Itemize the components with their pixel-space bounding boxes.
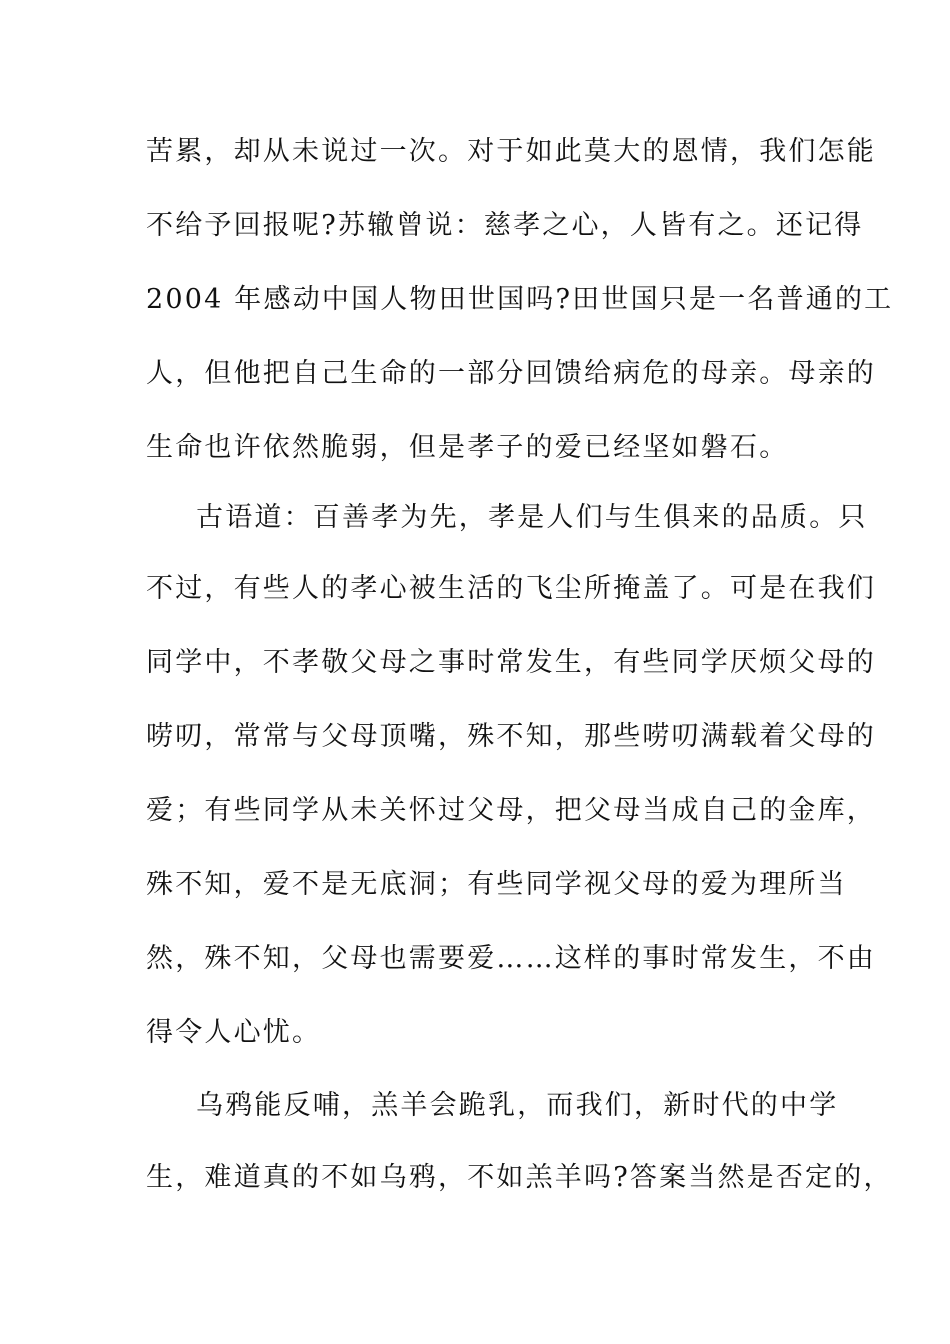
text-line: 人，但他把自己生命的一部分回馈给病危的母亲。母亲的 bbox=[146, 358, 876, 389]
text-line: 生命也许依然脆弱，但是孝子的爱已经坚如磐石。 bbox=[146, 432, 789, 463]
text-line: 不过，有些人的孝心被生活的飞尘所掩盖了。可是在我们 bbox=[146, 573, 876, 604]
text-line: 2004 年感动中国人物田世国吗?田世国只是一名普通的工 bbox=[146, 284, 894, 315]
text-line: 得令人心忧。 bbox=[146, 1017, 322, 1048]
text-line: 然，殊不知，父母也需要爱……这样的事时常发生，不由 bbox=[146, 943, 876, 974]
text-line: 生，难道真的不如乌鸦，不如羔羊吗?答案当然是否定的， bbox=[146, 1162, 893, 1193]
paragraph-first-line: 乌鸦能反哺，羔羊会跪乳，而我们，新时代的中学 bbox=[196, 1090, 839, 1121]
text-line: 苦累，却从未说过一次。对于如此莫大的恩情，我们怎能 bbox=[146, 136, 876, 167]
paragraph-first-line: 古语道：百善孝为先，孝是人们与生俱来的品质。只 bbox=[196, 502, 868, 533]
text-line: 唠叨，常常与父母顶嘴，殊不知，那些唠叨满载着父母的 bbox=[146, 721, 876, 752]
text-line: 爱；有些同学从未关怀过父母，把父母当成自己的金库， bbox=[146, 795, 876, 826]
text-line: 同学中，不孝敬父母之事时常发生，有些同学厌烦父母的 bbox=[146, 647, 876, 678]
text-line: 不给予回报呢?苏辙曾说：慈孝之心，人皆有之。还记得 bbox=[146, 210, 864, 241]
text-line: 殊不知，爱不是无底洞；有些同学视父母的爱为理所当 bbox=[146, 869, 847, 900]
